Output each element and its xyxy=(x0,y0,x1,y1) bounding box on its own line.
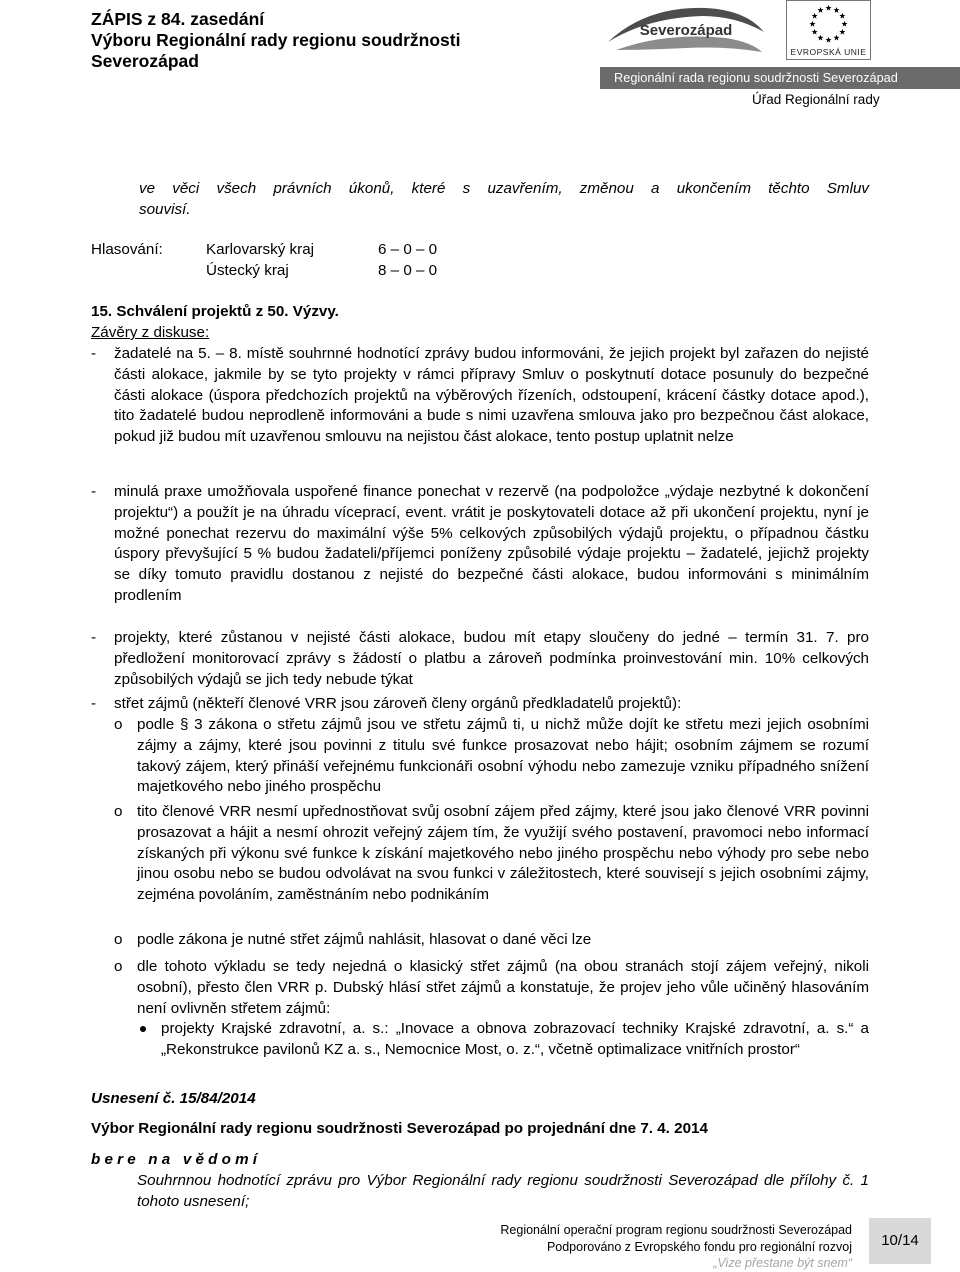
title-line-3: Severozápad xyxy=(91,51,199,71)
resolution-verb: bere na vědomí xyxy=(91,1151,262,1168)
intro-line-1: ve věci všech právních úkonů, které s uzavřením, změnou a ukončením těchto Smluv xyxy=(139,180,869,197)
sub-4-text: dle tohoto výkladu se tedy nejedná o klasický střet zájmů (na obou stranách stojí zájem veřejný, nikoli osobní), přesto člen VRR p. Dubský hlásí střet zájmů a konstatuje, že projev jeho vůle učiněný hlasováním není ovlivněn střetem zájmů: xyxy=(137,958,869,1017)
voting-region-2: Ústecký kraj xyxy=(206,262,289,279)
eu-star-icon xyxy=(839,29,845,35)
sub-2-marker: o xyxy=(114,803,123,820)
severozapad-logo xyxy=(606,2,766,58)
bullet-1-marker xyxy=(140,1026,146,1032)
sub-1-text: podle § 3 zákona o střetu zájmů jsou ve střetu zájmů ti, u nichž může dojít ke střetu mezi jejich osobními zájmy a zájmy, které jsou povinni z titulu své funkce prosazovat nebo hájit; osobním zájmem se rozumí takový zájem, který přináší veřejnému funkcionáři osobní výhodu nebo zamezuje vzniku případného snížení majetkového nebo jiného prospěchu xyxy=(137,716,869,796)
resolution-number: Usnesení č. 15/84/2014 xyxy=(91,1090,256,1107)
eu-star-icon xyxy=(812,29,818,35)
header-subtitle: Úřad Regionální rady xyxy=(752,92,880,107)
item-2-text: minulá praxe umožňovala uspořené finance ponechat v rezervě (na podpoložce „výdaje nezbytné k dokončení projektu“) a použít je na úhradu víceprací, event. vrátit je poskytovateli dotace až při ukončení projektu, nyní je možné ponechat rezervu do maximální výše 5% celkových způsobilých výdajů projektu, o případnou částku úspory převyšující 5 % budou žadateli/příjemci poníženy způsobilé výdaje projektu – žadatelé, jejichž projekty se díky tomuto pravidlu dostanou z nejisté do bezpečné části alokace, budou informováni s minimálním prodlením xyxy=(114,483,869,604)
voting-result-1: 6 – 0 – 0 xyxy=(378,241,438,258)
header-band: Regionální rada regionu soudržnosti Severozápad xyxy=(600,67,960,89)
item-3-text: projekty, které zůstanou v nejisté části alokace, budou mít etapy sloučeny do jedné – termín 31. 7. pro předložení monitorovací zprávy s žádostí o platbu a zároveň podmínka proinvestování min. 10% celkových způsobilých výdajů se jich tedy nebude týkat xyxy=(114,629,869,688)
voting-result-2: 8 – 0 – 0 xyxy=(378,262,438,279)
page-number: 10/14 xyxy=(869,1218,931,1264)
sub-4-marker: o xyxy=(114,958,123,975)
sub-3-text: podle zákona je nutné střet zájmů nahlásit, hlasovat o dané věci lze xyxy=(137,931,592,948)
sub-3-marker: o xyxy=(114,931,123,948)
intro-line-2: souvisí. xyxy=(139,201,191,218)
logo-text: Severozápad xyxy=(639,22,733,39)
item-4-dash: - xyxy=(91,695,97,712)
item-1-dash: - xyxy=(91,345,97,362)
eu-star-icon xyxy=(833,35,839,41)
section-heading: 15. Schválení projektů z 50. Výzvy. xyxy=(91,303,339,320)
title-line-2: Výboru Regionální rady regionu soudržnosti xyxy=(91,30,461,50)
item-3-dash: - xyxy=(91,629,97,646)
eu-emblem xyxy=(786,0,871,60)
footer-line-1: Regionální operační program regionu soudržnosti Severozápad xyxy=(500,1223,852,1237)
item-1-text: žadatelé na 5. – 8. místě souhrnné hodnotící zprávy budou informováni, že jejich projekt byl zařazen do nejisté části alokace, jakmile by se tyto projekty v rámci přípravy Smluv o poskytnutí dotace posunuly do bezpečné části alokace (úspora předchozích projektů na výběrových řízeních, odstoupení, krácení částky dotace apod.), tito žadatelé budou neprodleně informováni a bude s nimi uzavřena smlouva jako pro bezpečnou část alokace, pokud již budou mít uzavřenou smlouvu na nejistou část alokace, tento postup uplatnit nelze xyxy=(114,345,869,446)
eu-star-icon xyxy=(812,13,818,19)
title-line-1: ZÁPIS z 84. zasedání xyxy=(91,9,265,29)
sub-1-marker: o xyxy=(114,716,123,733)
conclusions-label: Závěry z diskuse: xyxy=(91,324,210,341)
voting-label: Hlasování: xyxy=(91,241,163,258)
footer-text xyxy=(440,1222,852,1272)
eu-stars-icon xyxy=(787,1,870,50)
document-title xyxy=(91,9,460,72)
voting-region-1: Karlovarský kraj xyxy=(206,241,315,258)
resolution-text: Souhrnnou hodnotící zprávu pro Výbor Regionální rady regionu soudržnosti Severozápad dle přílohy č. 1 tohoto usnesení; xyxy=(137,1172,869,1210)
eu-star-icon xyxy=(817,35,823,41)
eu-label: EVROPSKÁ UNIE xyxy=(790,47,867,57)
item-4-text: střet zájmů (někteří členové VRR jsou zároveň členy orgánů předkladatelů projektů): xyxy=(114,695,682,712)
eu-star-icon xyxy=(839,13,845,19)
sub-2-text: tito členové VRR nesmí upřednostňovat svůj osobní zájem před zájmy, které jsou jako členové VRR povinni prosazovat a hájit a nesmí ohrozit veřejný zájem tím, že využijí svého postavení, pravomoci nebo informací získaných při výkonu své funkce k získání majetkového nebo jiného prospěchu nebo výhody pro sebe nebo jinou osobu nebo se budou odvolávat na svou funkci v záležitostech, které souvisejí s jejich osobními zájmy, zejména povoláním, zaměstnáním nebo podnikáním xyxy=(137,803,869,904)
eu-star-icon xyxy=(841,21,847,27)
eu-star-icon xyxy=(825,37,831,43)
footer-motto: „Vize přestane být snem“ xyxy=(713,1256,852,1270)
bullet-1-text: projekty Krajské zdravotní, a. s.: „Inovace a obnova zobrazovací techniky Krajské zdravotní, a. s.“ a „Rekonstrukce pavilonů KZ a. s., Nemocnice Most, o. z.“, včetně optimalizace vnitřních prostor“ xyxy=(161,1020,869,1058)
footer-line-2: Podporováno z Evropského fondu pro regionální rozvoj xyxy=(546,1239,852,1254)
eu-star-icon xyxy=(809,21,815,27)
eu-star-icon xyxy=(825,5,831,11)
eu-star-icon xyxy=(817,7,823,13)
item-2-dash: - xyxy=(91,483,97,500)
eu-star-icon xyxy=(833,7,839,13)
resolution-committee: Výbor Regionální rady regionu soudržnosti Severozápad po projednání dne 7. 4. 2014 xyxy=(91,1120,708,1137)
